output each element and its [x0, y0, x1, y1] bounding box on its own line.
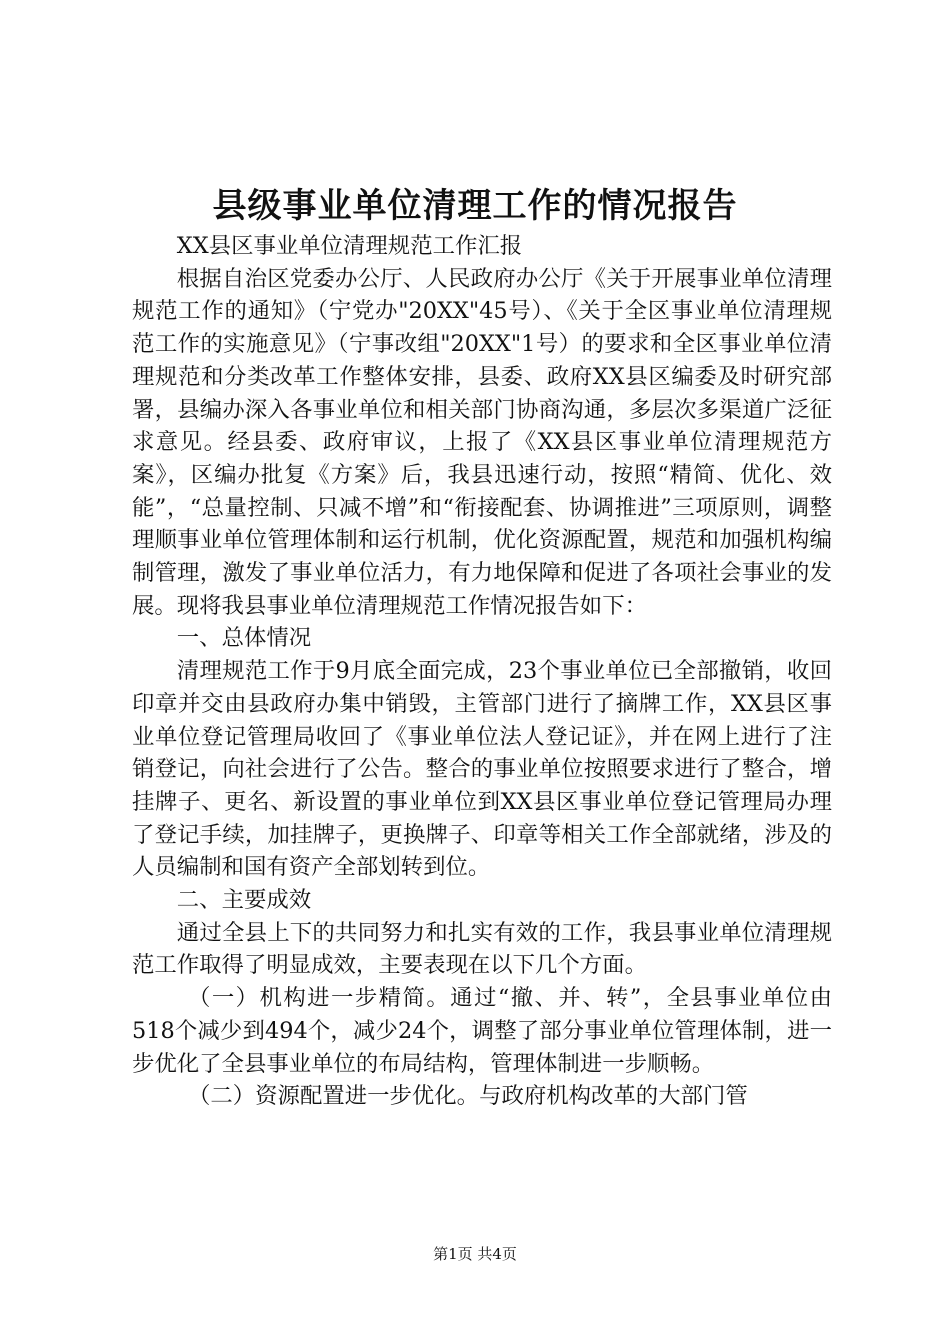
document-title: 县级事业单位清理工作的情况报告 [212, 186, 738, 226]
report-subtitle: XX县区事业单位清理规范工作汇报 [176, 233, 523, 259]
results-intro-paragraph: 通过全县上下的共同努力和扎实有效的工作，我县事业单位清理规范工作取得了明显成效，主要表现在以下几个方面。 [132, 919, 832, 979]
section-heading-results: 二、主要成效 [176, 887, 312, 914]
document-body [132, 230, 832, 1113]
result-item-1: （一）机构进一步精简。通过“撤、并、转”，全县事业单位由518个减少到494个，减少24个，调整了部分事业单位管理体制，进一步优化了全县事业单位的布局结构，管理体制进一步顺畅。 [132, 985, 832, 1077]
section-heading-overview: 一、总体情况 [176, 625, 312, 652]
overview-paragraph: 清理规范工作于9月底全面完成，23个事业单位已全部撤销，收回印章并交由县政府办集中销毁，主管部门进行了摘牌工作，XX县区事业单位登记管理局收回了《事业单位法人登记证》，并在网上进行了注销登记，向社会进行了公告。整合的事业单位按照要求进行了整合，增挂牌子、更名、新设置的事业单位到XX县区事业单位登记管理局办理了登记手续，加挂牌子，更换牌子、印章等相关工作全部就绪，涉及的人员编制和国有资产全部划转到位。 [132, 658, 832, 881]
intro-paragraph: 根据自治区党委办公厅、人民政府办公厅《关于开展事业单位清理规范工作的通知》（宁党办"20XX"45号）、《关于全区事业单位清理规范工作的实施意见》（宁事改组"20XX"1号）的要求和全区事业单位清理规范和分类改革工作整体安排，县委、政府XX县区编委及时研究部署，县编办深入各事业单位和相关部门协商沟通，多层次多渠道广泛征求意见。经县委、政府审议，上报了《XX县区事业单位清理规范方案》，区编办批复《方案》后，我县迅速行动，按照“精简、优化、效能”，“总量控制、只减不增”和“衔接配套、协调推进”三项原则，调整理顺事业单位管理体制和运行机制，优化资源配置，规范和加强机构编制管理，激发了事业单位活力，有力地保障和促进了各项社会事业的发展。现将我县事业单位清理规范工作情况报告如下： [132, 265, 832, 619]
page-footer: 第1页 共4页 [433, 1245, 517, 1263]
result-item-2: （二）资源配置进一步优化。与政府机构改革的大部门管 [188, 1083, 748, 1110]
